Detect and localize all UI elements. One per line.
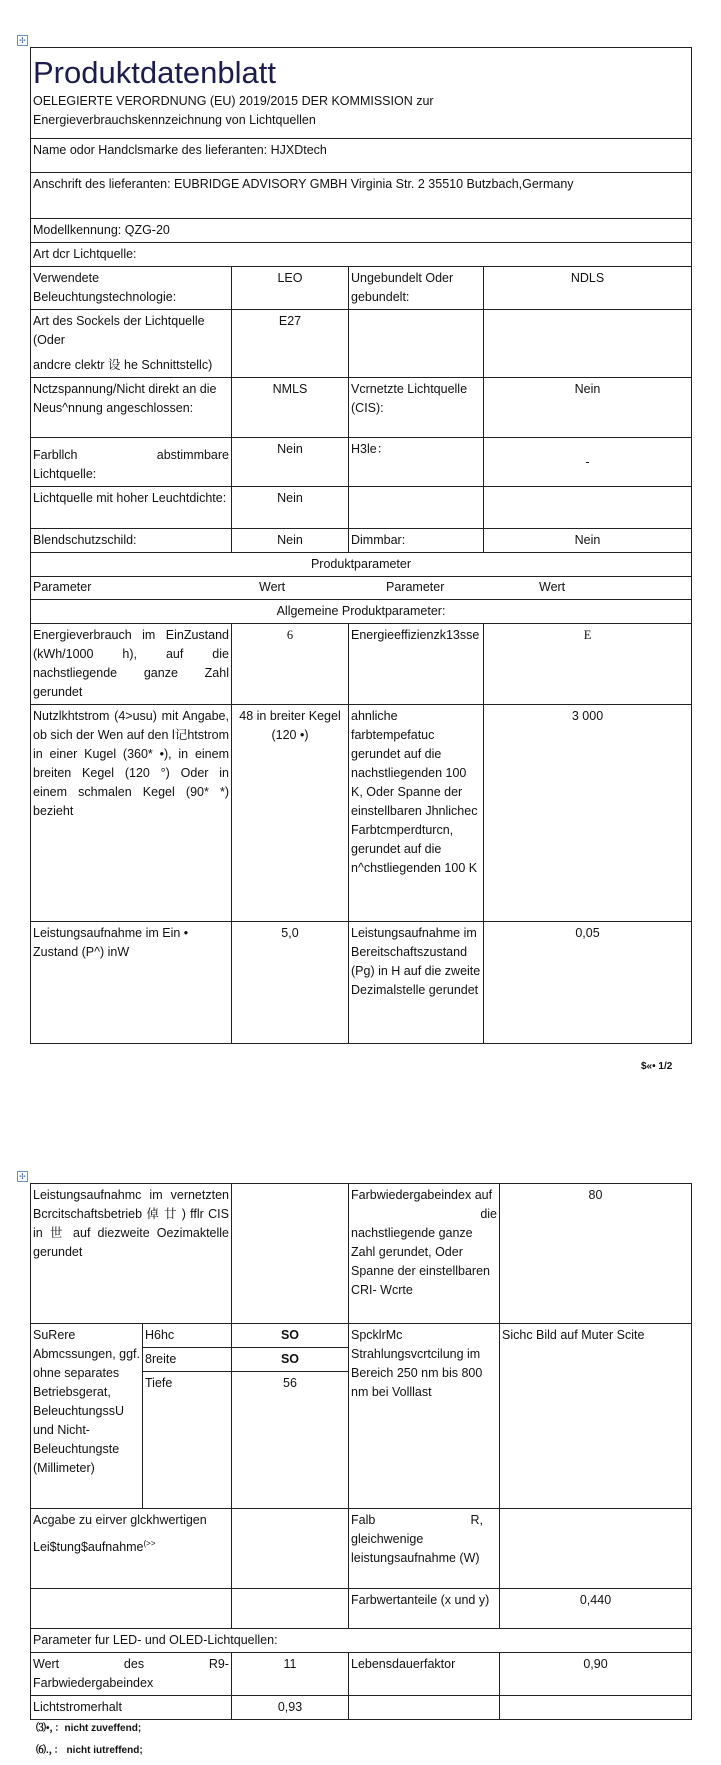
power-on-label [31, 922, 232, 1044]
table-move-handle-icon[interactable]: ✢ [17, 35, 28, 46]
col-header-value: Wert [259, 580, 286, 594]
lumen-maintenance-label: Lichtstromerhalt [31, 1696, 232, 1720]
tunable-label [31, 438, 232, 487]
equivalent-power-text: Lei$tung$aufnahme [33, 1540, 144, 1555]
height-value: SO [232, 1324, 349, 1348]
depth-value: 56 [232, 1372, 349, 1509]
cri-value: 80 [500, 1184, 692, 1324]
width-label: 8reite [143, 1348, 232, 1372]
glare-shield-value: Nein [232, 529, 349, 553]
h3le-label: H3le： [349, 438, 484, 487]
cls-value: Nein [484, 378, 692, 438]
dimensions-label: SuRere Abmcssungen, ggf. ohne separates Betriebsgerat, BeleuchtungssU und Nicht-Beleuchtungste (Millimeter) [31, 1324, 143, 1509]
color-power-label [349, 1509, 500, 1589]
lifetime-factor-value: 0,90 [500, 1653, 692, 1696]
tunable-label-word-1: Farbllch [33, 448, 78, 462]
page-1 [30, 47, 691, 1044]
empty-cell [232, 1589, 349, 1629]
luminous-flux-value: 48 in breiter Kegel (120 •) [232, 705, 349, 922]
chromaticity-label: Farbwertanteile (x und y) [349, 1589, 500, 1629]
page-number: $«• 1/2 [641, 1061, 673, 1072]
color-power-word-1: Falb [351, 1513, 376, 1527]
model-identifier: Modellkennung: QZG-20 [31, 219, 692, 243]
page-2 [30, 1183, 691, 1720]
tunable-label-word-2: abstimmbare [156, 448, 229, 462]
cct-label: ahnliche farbtempefatuc gerundet auf die nachstliegenden 100 K, Oder Spanne der einstellbaren Jhnlichec Farbtcmperdturcn, gerundet auf die n^chstliegenden 100 K [349, 705, 484, 922]
empty-cell [500, 1696, 692, 1720]
glare-shield-label: Blendschutzschild: [31, 529, 232, 553]
cct-value: 3 000 [484, 705, 692, 922]
energy-consumption-label: Energieverbrauch im EinZustand (kWh/1000 h), auf die nachstliegende ganze Zahl gerundet [31, 624, 232, 705]
lumen-maintenance-value: 0,93 [232, 1696, 349, 1720]
r9-label-word-2: des [123, 1657, 145, 1671]
empty-cell [484, 487, 692, 529]
h3le-value: - [484, 438, 692, 487]
bundled-label: Ungebundelt Oder gebundelt: [349, 267, 484, 310]
energy-consumption-value: 6 [232, 624, 349, 705]
socket-value: E27 [232, 310, 349, 378]
col-header-parameter-2: Parameter [386, 580, 445, 594]
bundled-value: NDLS [484, 267, 692, 310]
light-source-type: Art dcr Lichtquelle: [31, 243, 692, 267]
cri-label [349, 1184, 500, 1324]
dimmable-value: Nein [484, 529, 692, 553]
color-power-word-2: R, [470, 1513, 483, 1527]
energy-class-value: E [484, 624, 692, 705]
header-cell [31, 48, 692, 139]
datasheet-table-2 [30, 1183, 692, 1720]
equivalent-power-line-2 [33, 1534, 229, 1557]
r9-label-line-2: Farbwiedergabeindex [33, 1676, 154, 1690]
equivalent-power-label [31, 1509, 232, 1589]
footnote-1: ⑶•，：nicht zuveffend; [36, 1723, 142, 1734]
lifetime-factor-label: Lebensdauerfaktor [349, 1653, 500, 1696]
networked-standby-label: Leistungsaufnahmc im vernetzten Bcrcitschaftsbetrieb 倬 廿 ) fflr CIS in 世 auf diezweite Oezimaktelle gerundet [31, 1184, 232, 1324]
dimmable-label: Dimmbar: [349, 529, 484, 553]
section-general-parameters: Allgemeine Produktparameter: [31, 600, 692, 624]
power-on-value: 5,0 [232, 922, 349, 1044]
energy-class-label: Energieeffizienzk13sse [349, 624, 484, 705]
standby-label: Leistungsaufnahme im Bereitschaftszustand (Pg) in H auf die zweite Dezimalstelle gerundet [349, 922, 484, 1044]
regulation-text-2: Energieverbrauchskennzeichnung von Lichtquellen [33, 113, 316, 127]
led-parameters-section: Parameter fur LED- und OLED-Lichtquellen: [31, 1629, 692, 1653]
cri-label-line-2: die [480, 1207, 497, 1221]
spectral-label: SpcklrMc Strahlungsvcrtcilung im Bereich 250 nm bis 800 nm bei Volllast [349, 1324, 500, 1509]
high-luminance-value: Nein [232, 487, 349, 529]
networked-standby-value [232, 1184, 349, 1324]
chromaticity-value: 0,440 [500, 1589, 692, 1629]
depth-label: Tiefe [143, 1372, 232, 1509]
luminous-flux-label: Nutzlkhtstrom (4>usu) mit Angabe, ob sich der Wen auf den l记htstrom in einer Kugel (360* •), in einem breiten Kegel (120 °) Oder in einem schmalen Kegel (90* *) bezieht [31, 705, 232, 922]
regulation-text: OELEGIERTE VERORDNUNG (EU) 2019/2015 DER KOMMISSION zur [33, 94, 434, 108]
standby-value: 0,05 [484, 922, 692, 1044]
cls-label: Vcrnetzte Lichtquelle (CIS): [349, 378, 484, 438]
tunable-label-word-3: Lichtquelle: [33, 467, 97, 481]
height-label: H6hc [143, 1324, 232, 1348]
high-luminance-label: Lichtquelle mit hoher Leuchtdichte: [31, 487, 232, 529]
column-header-row [31, 577, 692, 600]
empty-cell [349, 310, 484, 378]
cri-label-line-1: Farbwiedergabeindex auf [351, 1188, 493, 1202]
table-move-handle-icon-2[interactable]: ✢ [17, 1171, 28, 1182]
equivalent-power-superscript: (>> [143, 1539, 156, 1548]
page-title: Produktdatenblatt [33, 55, 277, 90]
supplier-address: Anschrift des lieferanten: EUBRIDGE ADVISORY GMBH Virginia Str. 2 35510 Butzbach,Germany [31, 173, 692, 219]
power-on-label-line-2: Zustand (P^) inW [33, 945, 130, 959]
footnote-2: ⑹.，： nicht iutreffend; [36, 1745, 143, 1756]
datasheet-table-1 [30, 47, 692, 1044]
socket-label-line-2: andcre clektr 设 he Schnittstellc) [33, 358, 213, 372]
tech-label: Verwendete Beleuchtungstechnologie: [31, 267, 232, 310]
empty-cell [31, 1589, 232, 1629]
color-power-line-3: gleichwenige leistungsaufnahme (W) [351, 1532, 480, 1565]
r9-label-word-3: R9- [208, 1657, 229, 1671]
tunable-value: Nein [232, 438, 349, 487]
socket-label [31, 310, 232, 378]
supplier-name: Name odor Handclsmarke des lieferanten: HJXDtech [31, 139, 692, 173]
empty-cell [349, 487, 484, 529]
tech-value: LEO [232, 267, 349, 310]
width-value: SO [232, 1348, 349, 1372]
section-product-parameters: Produktparameter [31, 553, 692, 577]
equivalent-power-line-1: Acgabe zu eirver glckhwertigen [33, 1513, 207, 1527]
mains-label: Nctzspannung/Nicht direkt an die Neus^nnung angeschlossen: [31, 378, 232, 438]
socket-label-line-1: Art des Sockels der Lichtquelle (Oder [33, 314, 205, 347]
empty-cell [484, 310, 692, 378]
empty-cell [500, 1509, 692, 1589]
empty-cell [349, 1696, 500, 1720]
empty-cell [232, 1509, 349, 1589]
power-on-label-line-1: Leistungsaufnahme im Ein • [33, 926, 189, 940]
r9-label-word-1: Wert [33, 1657, 60, 1671]
cri-label-line-3: nachstliegende ganze Zahl gerundet, Oder Spanne der einstellbaren CRI- Wcrte [351, 1226, 490, 1297]
mains-value: NMLS [232, 378, 349, 438]
r9-label [31, 1653, 232, 1696]
col-header-parameter: Parameter [33, 580, 92, 594]
col-header-value-2: Wert [539, 580, 566, 594]
r9-value: 11 [232, 1653, 349, 1696]
spectral-value: Sichc Bild auf Muter Scite [500, 1324, 692, 1509]
